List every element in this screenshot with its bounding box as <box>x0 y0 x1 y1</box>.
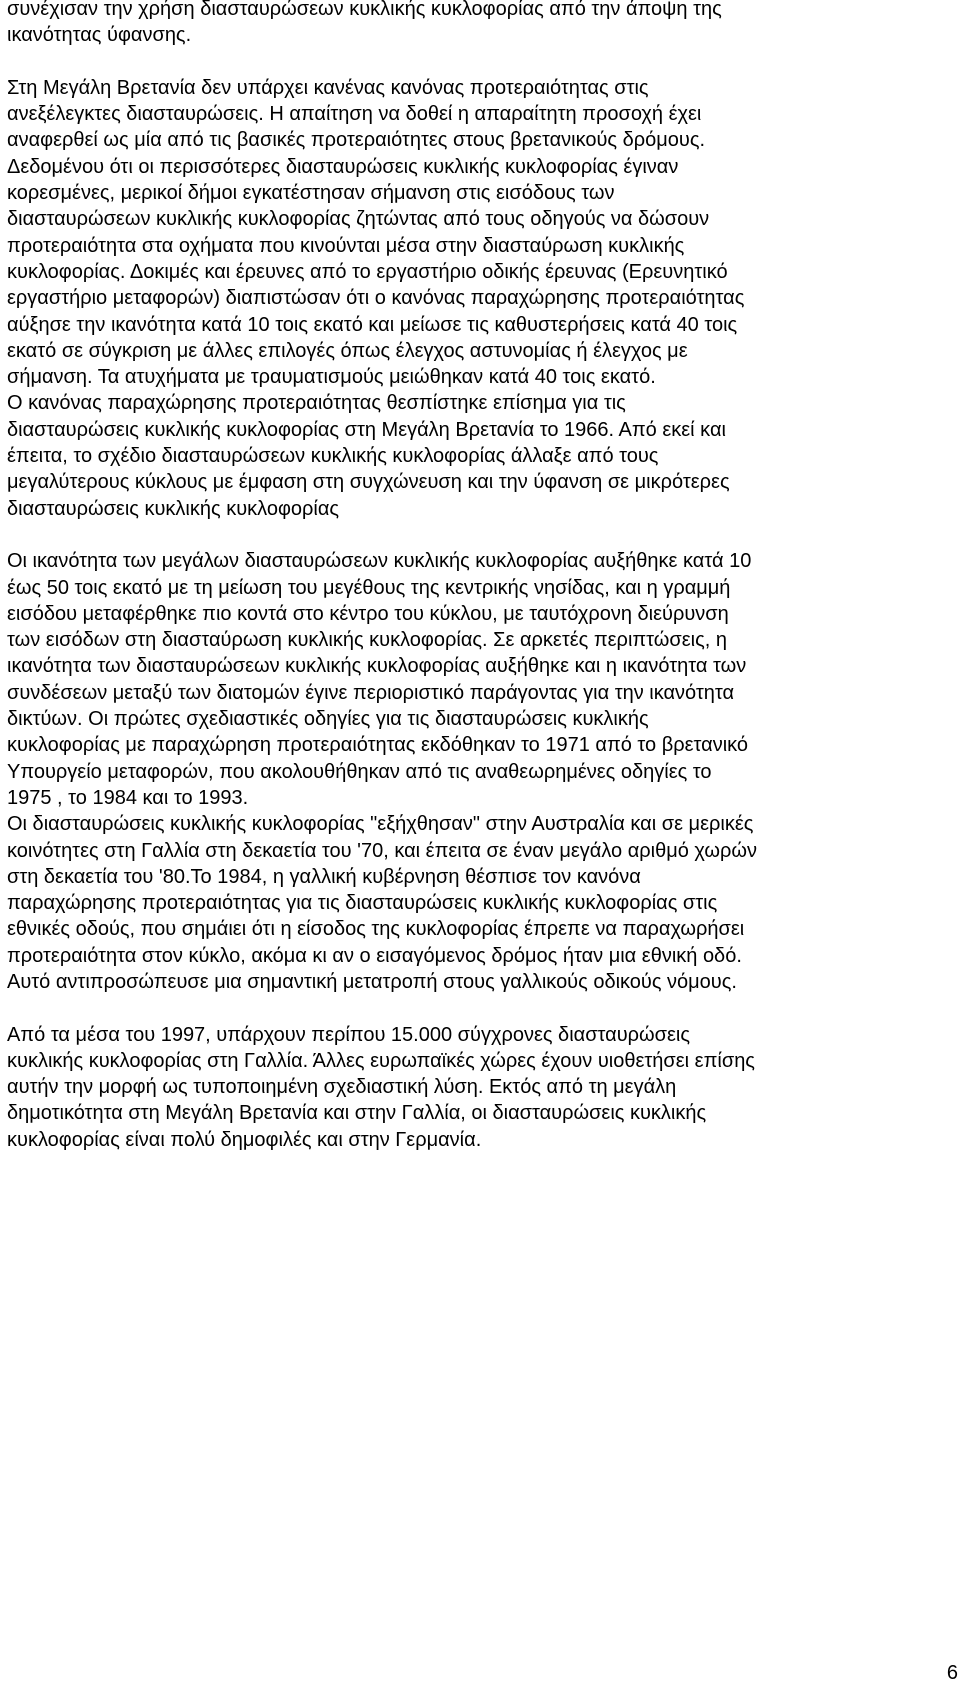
text-line: αυτήν την μορφή ως τυποποιημένη σχεδιαστική λύση. Εκτός από τη μεγάλη <box>7 1076 677 1099</box>
text-line: έπειτα, το σχέδιο διασταυρώσεων κυκλικής κυκλοφορίας άλλαξε από τους <box>7 445 659 468</box>
text-line: αύξησε την ικανότητα κατά 10 τοις εκατό και μείωσε τις καθυστερήσεις κατά 40 τοις <box>7 313 738 336</box>
text-line: Οι διασταυρώσεις κυκλικής κυκλοφορίας "εξήχθησαν" στην Αυστραλία και σε μερικές <box>7 813 754 836</box>
text-line: διασταυρώσεων κυκλικής κυκλοφορίας ζητώντας από τους οδηγούς να δώσουν <box>7 208 710 231</box>
page-number: 6 <box>946 1662 958 1684</box>
text-line: στη δεκαετία του '80.Το 1984, η γαλλική κυβέρνηση θέσπισε τον κανόνα <box>7 865 641 888</box>
body-text <box>7 0 897 1153</box>
text-line: Δεδομένου ότι οι περισσότερες διασταυρώσεις κυκλικής κυκλοφορίας έγιναν <box>7 155 679 178</box>
text-line: προτεραιότητα στα οχήματα που κινούνται μέσα στην διασταύρωση κυκλικής <box>7 234 685 257</box>
blank-line <box>7 522 897 548</box>
text-line: διασταυρώσεις κυκλικής κυκλοφορίας <box>7 497 340 520</box>
text-line: κυκλοφορίας. Δοκιμές και έρευνες από το εργαστήριο οδικής έρευνας (Ερευνητικό <box>7 260 728 283</box>
text-line: κορεσμένες, μερικοί δήμοι εγκατέστησαν σήμανση στις εισόδους των <box>7 182 615 205</box>
text-line: κυκλικής κυκλοφορίας στη Γαλλία. Άλλες ευρωπαϊκές χώρες έχουν υιοθετήσει επίσης <box>7 1049 755 1072</box>
text-line: εισόδου μεταφέρθηκε πιο κοντά στο κέντρο του κύκλου, με ταυτόχρονη διεύρυνση <box>7 602 729 625</box>
text-line: παραχώρησης προτεραιότητας για τις διασταυρώσεις κυκλικής κυκλοφορίας στις <box>7 892 718 915</box>
text-line: Ο κανόνας παραχώρησης προτεραιότητας θεσπίστηκε επίσημα για τις <box>7 392 626 415</box>
text-line: αναφερθεί ως μία από τις βασικές προτεραιότητες στους βρετανικούς δρόμους. <box>7 129 706 152</box>
text-line: διασταυρώσεις κυκλικής κυκλοφορίας στη Μεγάλη Βρετανία το 1966. Από εκεί και <box>7 418 726 441</box>
text-line: ικανότητας ύφανσης. <box>7 24 192 47</box>
text-line: δικτύων. Οι πρώτες σχεδιαστικές οδηγίες για τις διασταυρώσεις κυκλικής <box>7 708 649 731</box>
text-line: ικανότητα των διασταυρώσεων κυκλικής κυκλοφορίας αυξήθηκε και η ικανότητα των <box>7 655 747 678</box>
text-line: Οι ικανότητα των μεγάλων διασταυρώσεων κυκλικής κυκλοφορίας αυξήθηκε κατά 10 <box>7 550 752 573</box>
text-line: εκατό σε σύγκριση με άλλες επιλογές όπως έλεγχος αστυνομίας ή έλεγχος με <box>7 339 688 362</box>
text-line: συνδέσεων μεταξύ των διατομών έγινε περιοριστικό παράγοντας για την ικανότητα <box>7 681 735 704</box>
blank-line <box>7 49 897 75</box>
text-line: έως 50 τοις εκατό με τη μείωση του μεγέθους της κεντρικής νησίδας, και η γραμμή <box>7 576 731 599</box>
text-line: μεγαλύτερους κύκλους με έμφαση στη συγχώνευση και την ύφανση σε μικρότερες <box>7 471 730 494</box>
text-line: κυκλοφορίας με παραχώρηση προτεραιότητας εκδόθηκαν το 1971 από το βρετανικό <box>7 734 749 757</box>
text-line: συνέχισαν την χρήση διασταυρώσεων κυκλικής κυκλοφορίας από την άποψη της <box>7 0 722 20</box>
text-line: των εισόδων στη διασταύρωση κυκλικής κυκλοφορίας. Σε αρκετές περιπτώσεις, η <box>7 629 727 652</box>
text-line: δημοτικότητα στη Μεγάλη Βρετανία και στην Γαλλία, οι διασταυρώσεις κυκλικής <box>7 1102 707 1125</box>
text-line: Αυτό αντιπροσώπευσε μια σημαντική μετατροπή στους γαλλικούς οδικούς νόμους. <box>7 970 737 993</box>
text-line: Στη Μεγάλη Βρετανία δεν υπάρχει κανένας κανόνας προτεραιότητας στις <box>7 76 649 99</box>
text-line: Υπουργείο μεταφορών, που ακολουθήθηκαν από τις αναθεωρημένες οδηγίες το <box>7 760 712 783</box>
text-line: προτεραιότητα στον κύκλο, ακόμα κι αν ο εισαγόμενος δρόμος ήταν μια εθνική οδό. <box>7 944 742 967</box>
text-line: κοινότητες στη Γαλλία στη δεκαετία του '70, και έπειτα σε έναν μεγάλο αριθμό χωρών <box>7 839 757 862</box>
text-line: εθνικές οδούς, που σημάιει ότι η είσοδος της κυκλοφορίας έπρεπε να παραχωρήσει <box>7 918 745 941</box>
text-line: σήμανση. Τα ατυχήματα με τραυματισμούς μειώθηκαν κατά 40 τοις εκατό. <box>7 366 656 389</box>
blank-line <box>7 995 897 1021</box>
text-line: ανεξέλεγκτες διασταυρώσεις. Η απαίτηση να δοθεί η απαραίτητη προσοχή έχει <box>7 103 702 126</box>
text-line: Από τα μέσα του 1997, υπάρχουν περίπου 15.000 σύγχρονες διασταυρώσεις <box>7 1023 690 1046</box>
text-line: κυκλοφορίας είναι πολύ δημοφιλές και στην Γερμανία. <box>7 1128 482 1151</box>
text-line: εργαστήριο μεταφορών) διαπιστώσαν ότι ο κανόνας παραχώρησης προτεραιότητας <box>7 287 745 310</box>
text-line: 1975 , το 1984 και το 1993. <box>7 786 249 809</box>
